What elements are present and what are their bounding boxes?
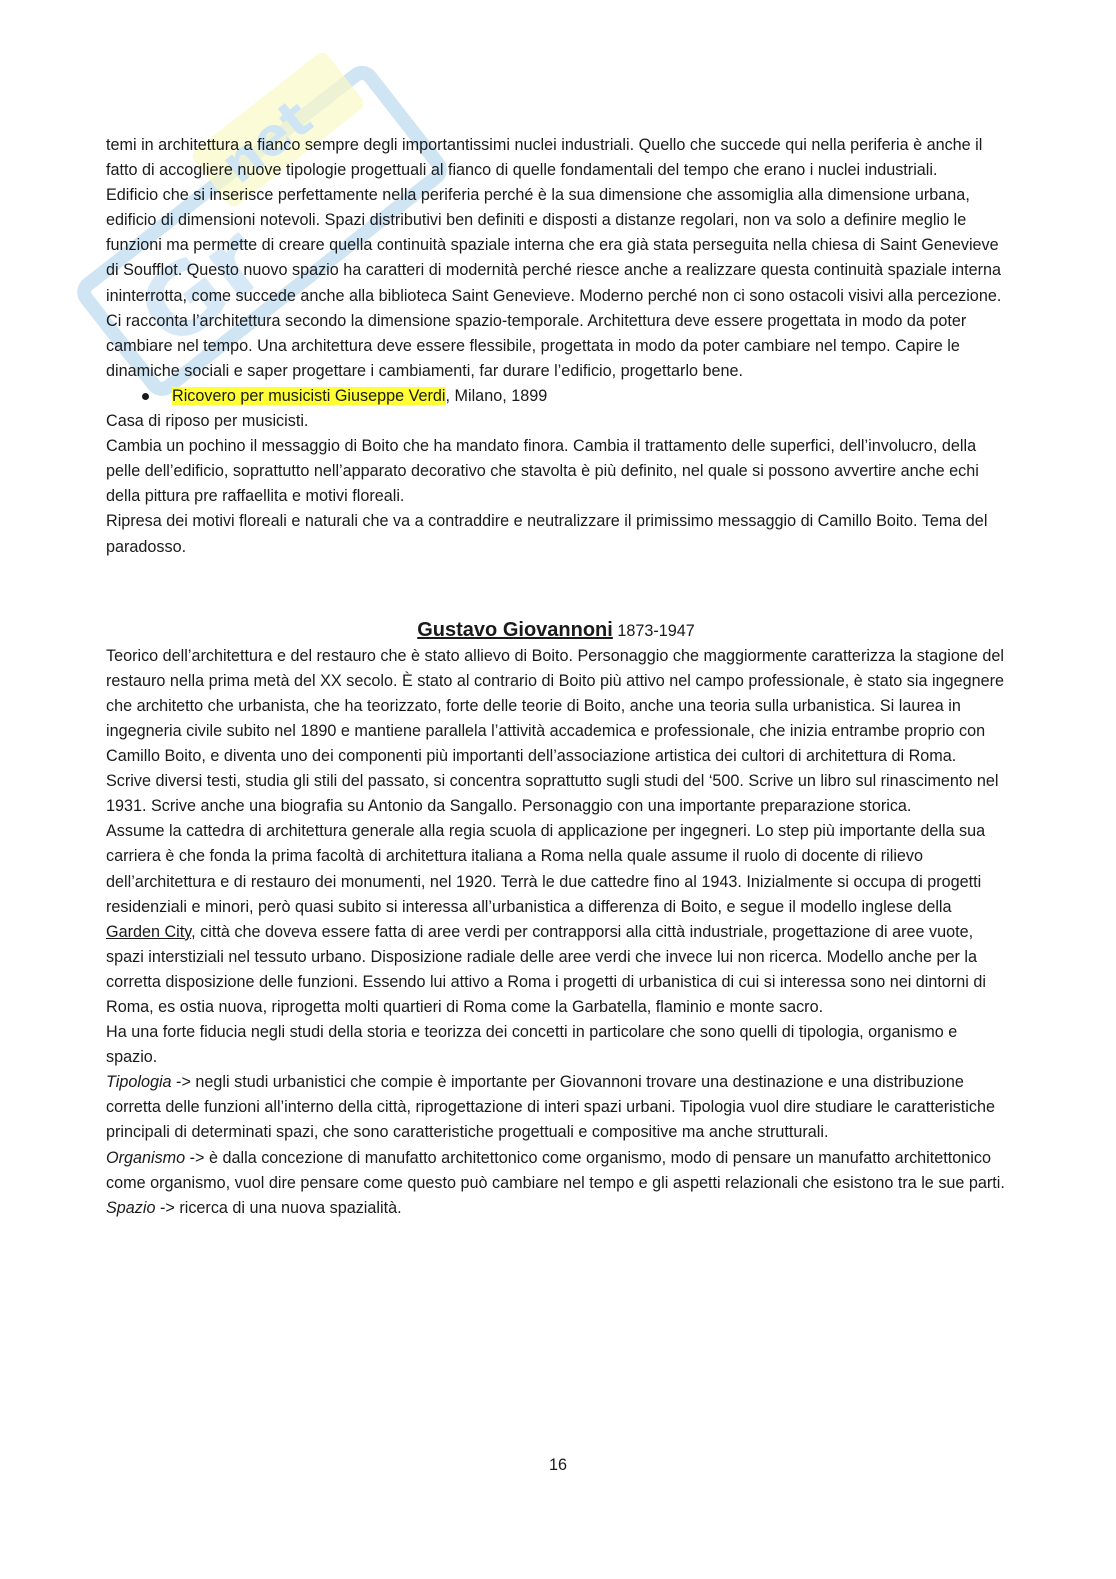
paragraph-text: , città che doveva essere fatta di aree verdi per contrapporsi alla città industriale, progettazione di aree vuote, spazi interstiziali nel tessuto urbano. Disposizione radiale delle aree verdi che invece lui non ricerca. Modello anche per la corretta disposizione delle funzioni. Essendo lui attivo a Roma i progetti di urbanistica di cui si interessa sono nei dintorni di Roma, es ostia nuova, riprogetta molti quartieri di Roma come la Garbatella, flaminio e monte sacro. — [106, 922, 986, 1016]
paragraph-text: Assume la cattedra di architettura generale alla regia scuola di applicazione per ingegneri. Lo step più importante della sua carriera è che fonda la prima facoltà di architettura italiana a Roma nella quale assume il ruolo di docente di rilievo dell’architettura e di restauro dei monumenti, nel 1920. Terrà le due cattedre fino al 1943. Inizialmente si occupa di progetti residenziali e minori, però quasi subito si interessa all’urbanistica a differenza di Boito, e segue il modello inglese della — [106, 822, 986, 916]
paragraph: temi in architettura a fianco sempre degli importantissimi nuclei industriali. Quello che succede qui nella periferia è anche il fatto di accogliere nuove tipologie progettuali al fianco di quelle fondamentali del tempo che erano i nuclei industriali. — [106, 136, 983, 180]
heading-years: 1873-1947 — [612, 621, 695, 640]
svg-text:Gr: Gr — [117, 203, 286, 370]
definition-paragraph — [106, 1196, 1006, 1221]
paragraph: Edificio che si inserisce perfettamente nella periferia perché è la sua dimensione che assomiglia alla dimensione urbana, edificio di dimensioni notevoli. Spazi distributivi ben definiti e disposti a distanze regolari, non va solo a definire meglio le funzioni ma permette di creare quella continuità spaziale interna che era già stata perseguita nella chiesa di Saint Genevieve di Soufflot. Questo nuovo spazio ha caratteri di modernità perché riesce anche a realizzare questa continuità spaziale interna ininterrotta, come succede anche alla biblioteca Saint Genevieve. Moderno perché non ci sono ostacoli visivi alla percezione. — [106, 186, 1002, 305]
highlighted-title: Ricovero per musicisti Giuseppe Verdi — [172, 386, 446, 405]
bullet-icon — [142, 393, 149, 400]
heading-name: Gustavo Giovannoni — [417, 618, 613, 641]
definition-term: Tipologia — [106, 1073, 172, 1092]
paragraph: Ci racconta l’architettura secondo la dimensione spazio-temporale. Architettura deve essere progettata in modo da poter cambiare nel tempo. Una architettura deve essere flessibile, progettata in modo da poter cambiare nel tempo. Capire le dinamiche sociali e saper progettare i cambiamenti, far durare l’edificio, progettarlo bene. — [106, 311, 967, 380]
definition-term: Spazio — [106, 1198, 156, 1217]
page-number: 16 — [548, 1456, 567, 1474]
bullet-text: , Milano, 1899 — [445, 386, 548, 405]
definition-term: Organismo — [106, 1148, 186, 1167]
paragraph: Ripresa dei motivi floreali e naturali che va a contraddire e neutralizzare il primissimo messaggio di Camillo Boito. Tema del paradosso. — [106, 512, 988, 556]
definition-paragraph — [106, 1146, 1006, 1196]
paragraph: Scrive diversi testi, studia gli stili del passato, si concentra soprattutto sugli studi del ‘500. Scrive un libro sul rinascimento nel 1931. Scrive anche una biografia su Antonio da Sangallo. Personaggio con una importante preparazione storica. — [106, 772, 999, 816]
paragraph: Ha una forte fiducia negli studi della storia e teorizza dei concetti in particolare che sono quelli di tipologia, organismo e spazio. — [106, 1023, 958, 1067]
paragraph — [106, 819, 1006, 1020]
definition-text: -> negli studi urbanistici che compie è importante per Giovannoni trovare una destinazione e una distribuzione corretta delle funzioni all’interno della città, riprogettazione di interi spazi urbani. Tipologia vuol dire studiare le caratteristiche principali di determinati spazi, che sono caratteristiche progettuali e compositive ma anche strutturali. — [106, 1073, 995, 1142]
definition-text: -> ricerca di una nuova spazialità. — [155, 1198, 402, 1217]
paragraph: Casa di riposo per musicisti. — [106, 412, 309, 431]
paragraph: Cambia un pochino il messaggio di Boito che ha mandato finora. Cambia il trattamento delle superfici, dell’involucro, della pelle dell’edificio, soprattutto nell’apparato decorativo che stavolta è più definito, nel quale si possono avvertire anche echi della pittura pre raffaellita e motivi floreali. — [106, 437, 979, 506]
garden-city-term: Garden City — [106, 922, 192, 941]
bullet-item — [106, 384, 1006, 409]
paragraph: Teorico dell’architettura e del restauro che è stato allievo di Boito. Personaggio che maggiormente caratterizza la stagione del restauro nella prima metà del XX secolo. È stato al contrario di Boito più attivo nel campo professionale, è stato sia ingegnere che architetto che urbanista, che ha teorizzato, forte delle teorie di Boito, anche una teoria sulla urbanistica. Si laurea in ingegneria civile subito nel 1890 e mantiene parallela l’attività accademica e professionale, che inizia entrambe proprio con Camillo Boito, e diventa uno dei componenti più importanti dell’associazione artistica dei cultori di architettura di Roma. — [106, 646, 1005, 766]
svg-text:net: net — [210, 88, 324, 196]
definition-paragraph — [106, 1070, 1006, 1145]
document-page — [106, 133, 1006, 1221]
definition-text: -> è dalla concezione di manufatto architettonico come organismo, modo di pensare un manufatto architettonico come organismo, vuol dire pensare come questo può cambiare nel tempo e gli aspetti relazionali che esistono tra le sue parti. — [106, 1148, 1005, 1192]
section-heading — [106, 608, 1006, 644]
